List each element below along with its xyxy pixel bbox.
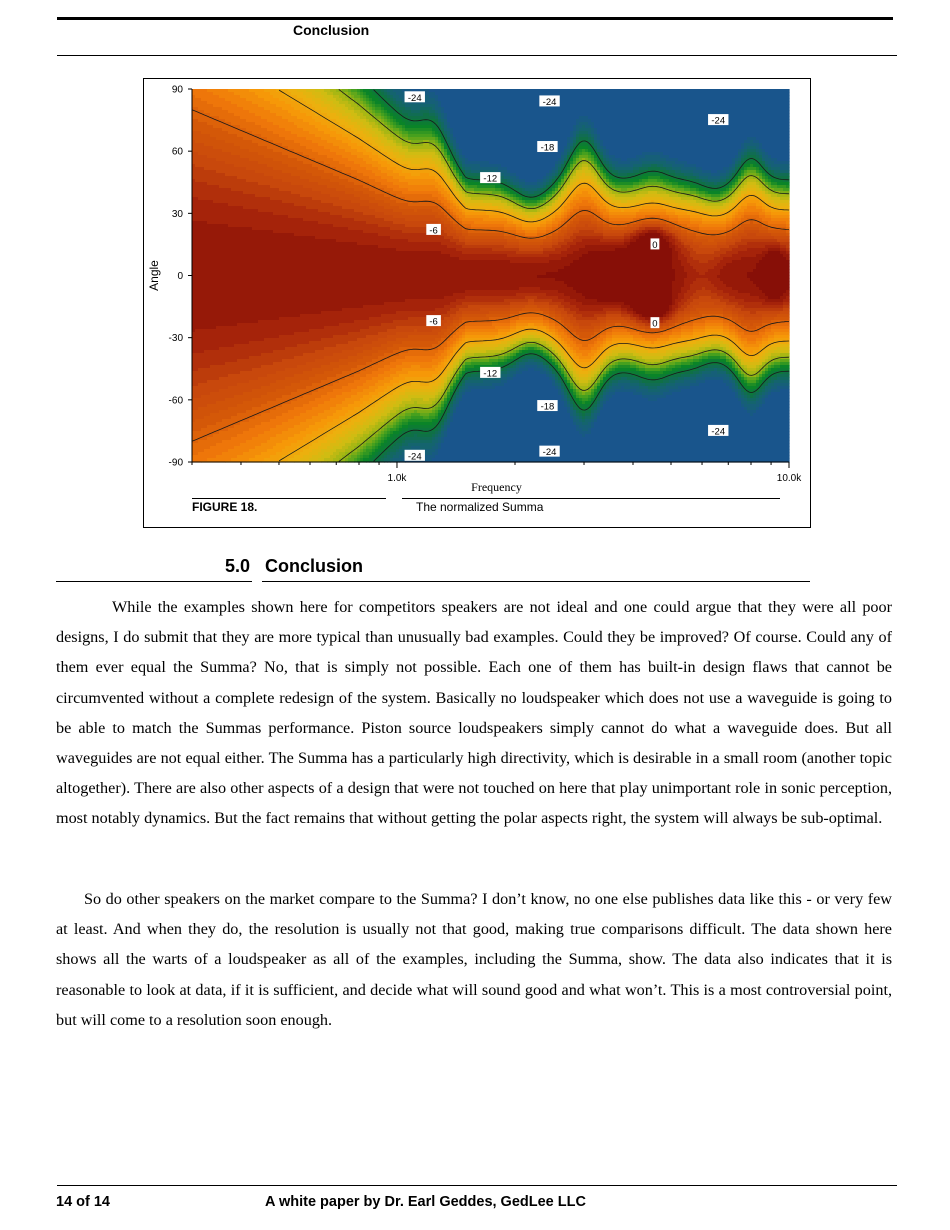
contour-label: -18 — [540, 142, 555, 154]
y-tick-label: -30 — [168, 333, 183, 345]
body-paragraph-1: While the examples shown here for competitors speakers are not ideal and one could argue that they were all poor designs, I do submit that they are more typical than unusually bad examples. Could they be improved? Of course. Could any of them ever equal the Summa? No, that is simply not possible. Each one of them has built-in design flaws that cannot be circumvented without a complete redesign of the system. Basically no loudspeaker which does not use a waveguide is going to be able to match the Summas performance. Piston source loudspeakers simply cannot do what a waveguide does. But all waveguides are not equal either. The Summa has a particularly high directivity, which is desirable in a small room (another topic altogether). There are also other aspects of a design that were not touched on here that play unimportant role in sonic perception, most notably dynamics. But the fact remains that without getting the polar aspects right, the system will always be sub-optimal. — [56, 598, 892, 828]
contour-label: -24 — [542, 96, 557, 108]
figure-caption: The normalized Summa — [416, 500, 544, 514]
contour-fill — [192, 89, 790, 463]
contour-label: -6 — [429, 316, 438, 328]
footer-page-number: 14 of 14 — [56, 1194, 110, 1210]
footer-rule — [57, 1185, 897, 1186]
contour-label: -24 — [407, 92, 422, 104]
section-number: 5.0 — [225, 556, 251, 576]
y-tick-label: -60 — [168, 395, 183, 407]
figure-caption-rule-left — [192, 498, 386, 499]
section-rule-right — [262, 581, 810, 582]
y-tick-label: 0 — [177, 271, 183, 282]
running-header-title: Conclusion — [293, 22, 370, 38]
y-tick-label: 60 — [171, 146, 183, 158]
contour-label: -24 — [407, 451, 422, 463]
y-tick-label: 30 — [171, 208, 183, 220]
contour-label: 0 — [652, 318, 658, 330]
figure-label: FIGURE 18. — [192, 500, 258, 514]
contour-label: 0 — [652, 239, 658, 251]
figure-caption-rule-right — [402, 498, 780, 499]
contour-label: -12 — [483, 368, 498, 380]
contour-plot — [0, 0, 950, 540]
y-tick-label: -90 — [168, 457, 183, 469]
y-axis-title: Angle — [147, 260, 161, 291]
y-tick-label: 90 — [171, 84, 183, 96]
contour-label: -24 — [711, 426, 726, 438]
section-rule-left — [56, 581, 252, 582]
contour-label: -6 — [429, 225, 438, 237]
body-paragraph-2: So do other speakers on the market compare to the Summa? I don’t know, no one else publishes data like this - or very few at least. And when they do, the resolution is usually not that good, making true comparisons difficult. The data shown here shows all the warts of a loudspeaker as all of the examples, including the Summa, show. The data also indicates that it is reasonable to look at data, if it is sufficient, and decide what will sound good and what won’t. This is a most controversial point, but will come to a resolution soon enough. — [56, 890, 892, 1029]
contour-label: -18 — [540, 401, 555, 413]
x-axis-title: Frequency — [471, 480, 522, 494]
contour-label: -12 — [483, 173, 498, 185]
x-tick-label: 1.0k — [387, 473, 407, 484]
footer-credit: A white paper by Dr. Earl Geddes, GedLee LLC — [265, 1194, 586, 1210]
x-tick-label: 10.0k — [776, 473, 802, 484]
contour-label: -24 — [542, 447, 557, 459]
contour-label: -24 — [711, 115, 726, 127]
section-title: Conclusion — [265, 556, 363, 576]
